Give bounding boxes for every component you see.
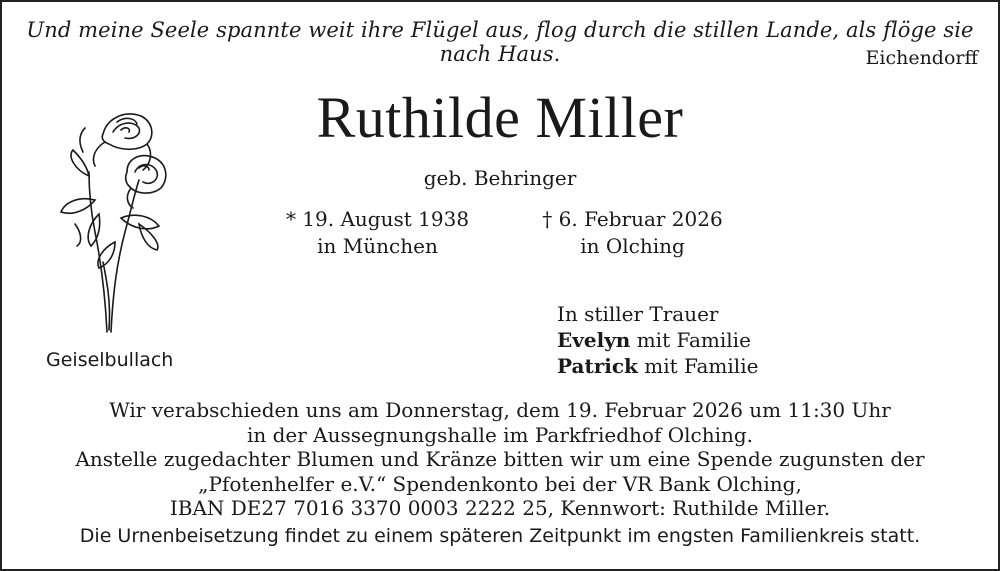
residence-place: Geiselbullach <box>46 349 174 371</box>
mourner-name: Patrick <box>557 354 638 378</box>
death-place: in Olching <box>580 234 685 258</box>
mourners-intro: In stiller Trauer <box>557 302 719 326</box>
notice-block <box>0 398 1000 548</box>
mourner-suffix: mit Familie <box>637 354 759 378</box>
mourners-block <box>557 301 758 379</box>
death-date: † 6. Februar 2026 <box>542 207 723 231</box>
notice-line: „Pfotenhelfer e.V.“ Spendenkonto bei der VR Bank Olching, <box>198 471 802 496</box>
notice-line: Anstelle zugedachter Blumen und Kränze bitten wir um eine Spende zugunsten der <box>75 447 925 471</box>
notice-line: IBAN DE27 7016 3370 0003 2222 25, Kennwort: Ruthilde Miller. <box>169 496 831 520</box>
maiden-name: geb. Behringer <box>423 166 577 190</box>
deceased-name: Ruthilde Miller <box>316 85 684 150</box>
notice-line: Wir verabschieden uns am Donnerstag, dem 19. Februar 2026 um 11:30 Uhr <box>109 398 891 422</box>
birth-place: in München <box>317 234 438 258</box>
mourner-name: Evelyn <box>557 328 631 352</box>
birth-date: * 19. August 1938 <box>285 207 470 231</box>
quote-author: Eichendorff <box>865 47 978 69</box>
mourner-entry <box>557 353 758 379</box>
birth-block <box>270 206 485 260</box>
mourner-entry <box>557 327 758 353</box>
mourner-suffix: mit Familie <box>630 328 751 352</box>
quote-text: Und meine Seele spannte weit ihre Flügel aus, flog durch die stillen Lande, als flöge sie nach Haus. <box>26 18 974 66</box>
urn-notice: Die Urnenbeisetzung findet zu einem späteren Zeitpunkt im engsten Familienkreis statt. <box>79 524 921 547</box>
notice-line: in der Aussegnungshalle im Parkfriedhof Olching. <box>246 422 754 447</box>
death-block <box>520 206 745 260</box>
